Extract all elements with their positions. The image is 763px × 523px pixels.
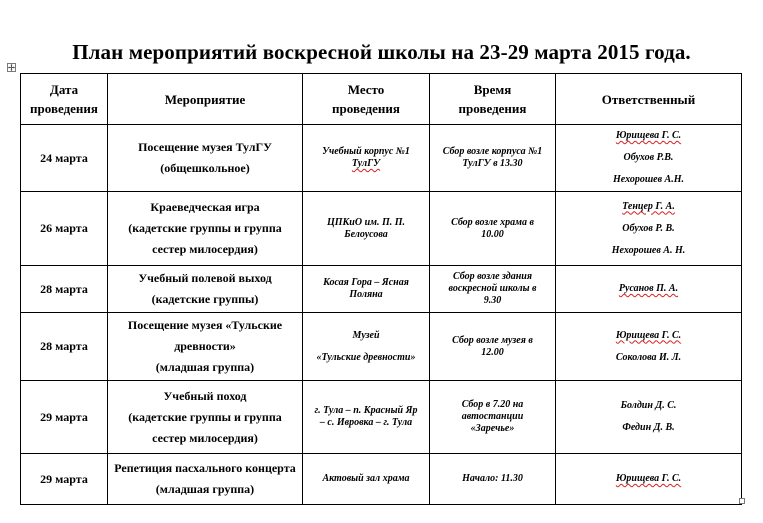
cell-responsible: Юрищева Г. С. bbox=[556, 454, 742, 505]
table-row bbox=[21, 192, 742, 266]
cell-event: Учебный поход (кадетские группы и группа сестер милосердия) bbox=[108, 381, 303, 454]
cell-event: Посещение музея ТулГУ (общешкольное) bbox=[108, 125, 303, 192]
cell-event: Краеведческая игра (кадетские группы и группа сестер милосердия) bbox=[108, 192, 303, 266]
cell-place: Косая Гора – Ясная Поляна bbox=[303, 266, 430, 313]
cell-date: 29 марта bbox=[21, 454, 108, 505]
cell-time: Начало: 11.30 bbox=[430, 454, 556, 505]
table-row bbox=[21, 266, 742, 313]
cell-time: Сбор возле корпуса №1 ТулГУ в 13.30 bbox=[430, 125, 556, 192]
header-responsible: Ответственный bbox=[556, 74, 742, 125]
table-resize-icon[interactable] bbox=[739, 498, 745, 504]
cell-responsible: Юрищева Г. С. Обухов Р.В. Нехорошев А.Н. bbox=[556, 125, 742, 192]
header-place: Место проведения bbox=[303, 74, 430, 125]
cell-responsible: Тенцер Г. А. Обухов Р. В. Нехорошев А. Н. bbox=[556, 192, 742, 266]
cell-time: Сбор возле здания воскресной школы в 9.30 bbox=[430, 266, 556, 313]
cell-event: Репетиция пасхального концерта (младшая группа) bbox=[108, 454, 303, 505]
cell-time: Сбор возле музея в 12.00 bbox=[430, 313, 556, 381]
table-move-icon[interactable] bbox=[7, 63, 16, 72]
cell-place: Актовый зал храма bbox=[303, 454, 430, 505]
cell-place: Учебный корпус №1 ТулГУ bbox=[303, 125, 430, 192]
cell-responsible: Юрищева Г. С. Соколова И. Л. bbox=[556, 313, 742, 381]
cell-date: 24 марта bbox=[21, 125, 108, 192]
header-event: Мероприятие bbox=[108, 74, 303, 125]
cell-time: Сбор возле храма в 10.00 bbox=[430, 192, 556, 266]
cell-time: Сбор в 7.20 на автостанции «Заречье» bbox=[430, 381, 556, 454]
table-row bbox=[21, 125, 742, 192]
cell-date: 28 марта bbox=[21, 313, 108, 381]
schedule-table bbox=[20, 73, 742, 505]
table-row bbox=[21, 313, 742, 381]
table-header-row bbox=[21, 74, 742, 125]
cell-date: 28 марта bbox=[21, 266, 108, 313]
header-time: Время проведения bbox=[430, 74, 556, 125]
cell-place: г. Тула – п. Красный Яр – с. Ивровка – г. Тула bbox=[303, 381, 430, 454]
header-date: Дата проведения bbox=[21, 74, 108, 125]
cell-date: 26 марта bbox=[21, 192, 108, 266]
cell-place: ЦПКиО им. П. П. Белоусова bbox=[303, 192, 430, 266]
table-row bbox=[21, 454, 742, 505]
table-row bbox=[21, 381, 742, 454]
cell-place: Музей «Тульские древности» bbox=[303, 313, 430, 381]
cell-event: Посещение музея «Тульские древности» (младшая группа) bbox=[108, 313, 303, 381]
cell-date: 29 марта bbox=[21, 381, 108, 454]
cell-responsible: Болдин Д. С. Федин Д. В. bbox=[556, 381, 742, 454]
cell-event: Учебный полевой выход (кадетские группы) bbox=[108, 266, 303, 313]
document-title: План мероприятий воскресной школы на 23-29 марта 2015 года. bbox=[72, 40, 691, 64]
cell-responsible: Русанов П. А. bbox=[556, 266, 742, 313]
